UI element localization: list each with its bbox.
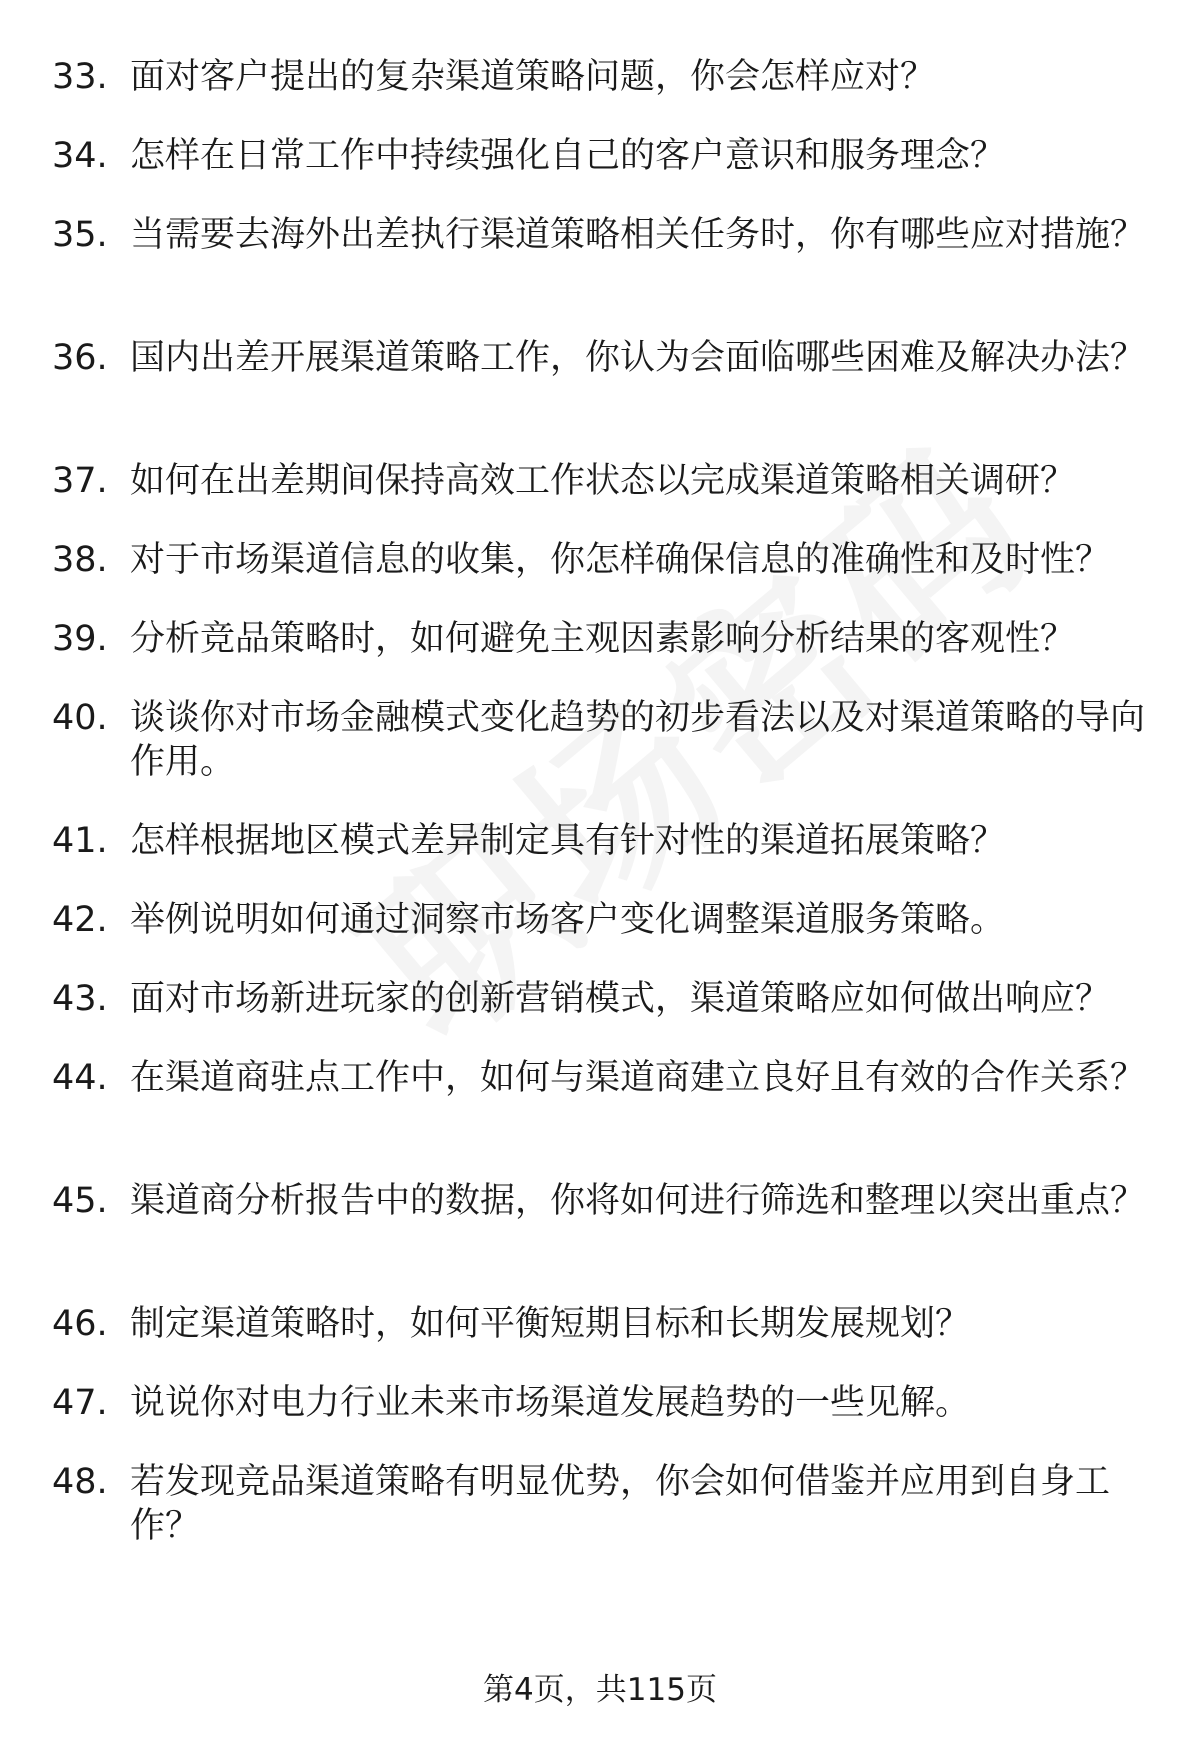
question-number: 36. (52, 338, 108, 378)
question-number: 48. (52, 1462, 108, 1502)
question-text: 渠道商分析报告中的数据，你将如何进行筛选和整理以突出重点？ (130, 1181, 1146, 1221)
question-text: 面对市场新进玩家的创新营销模式，渠道策略应如何做出响应？ (130, 979, 1111, 1019)
question-item (52, 696, 1162, 784)
question-text: 怎样在日常工作中持续强化自己的客户意识和服务理念？ (130, 136, 1006, 176)
question-number: 35. (52, 215, 108, 255)
question-number: 40. (52, 698, 108, 738)
question-number: 47. (52, 1383, 108, 1423)
question-text: 举例说明如何通过洞察市场客户变化调整渠道服务策略。 (130, 900, 1006, 940)
question-number: 34. (52, 136, 108, 176)
page-footer: 第4页，共115页 (483, 1672, 717, 1708)
question-text: 在渠道商驻点工作中，如何与渠道商建立良好且有效的合作关系？ (130, 1058, 1146, 1098)
question-item (52, 1460, 1162, 1548)
question-number: 45. (52, 1181, 108, 1221)
question-number: 46. (52, 1304, 108, 1344)
question-number: 44. (52, 1058, 108, 1098)
question-item (52, 1056, 1162, 1100)
question-text: 分析竞品策略时，如何避免主观因素影响分析结果的客观性？ (130, 619, 1076, 659)
question-number: 37. (52, 461, 108, 501)
question-number: 41. (52, 821, 108, 861)
question-number: 33. (52, 57, 108, 97)
question-text: 面对客户提出的复杂渠道策略问题，你会怎样应对？ (130, 57, 936, 97)
question-number: 38. (52, 540, 108, 580)
question-text: 说说你对电力行业未来市场渠道发展趋势的一些见解。 (130, 1383, 971, 1423)
question-text: 谈谈你对市场金融模式变化趋势的初步看法以及对渠道策略的导向作用。 (130, 698, 1146, 782)
question-text: 若发现竞品渠道策略有明显优势，你会如何借鉴并应用到自身工作？ (130, 1462, 1111, 1546)
question-text: 国内出差开展渠道策略工作，你认为会面临哪些困难及解决办法？ (130, 338, 1146, 378)
question-item (52, 977, 1162, 1021)
question-item (52, 213, 1162, 257)
question-item (52, 1179, 1162, 1223)
question-item (52, 819, 1162, 863)
question-text: 怎样根据地区模式差异制定具有针对性的渠道拓展策略？ (130, 821, 1006, 861)
question-item (52, 55, 1162, 99)
question-number: 43. (52, 979, 108, 1019)
question-item (52, 898, 1162, 942)
question-item (52, 1381, 1162, 1425)
question-text: 当需要去海外出差执行渠道策略相关任务时，你有哪些应对措施？ (130, 215, 1146, 255)
question-item (52, 538, 1162, 582)
question-item (52, 336, 1162, 380)
question-number: 39. (52, 619, 108, 659)
question-text: 对于市场渠道信息的收集，你怎样确保信息的准确性和及时性？ (130, 540, 1111, 580)
question-number: 42. (52, 900, 108, 940)
question-item (52, 617, 1162, 661)
question-text: 制定渠道策略时，如何平衡短期目标和长期发展规划？ (130, 1304, 971, 1344)
question-text: 如何在出差期间保持高效工作状态以完成渠道策略相关调研？ (130, 461, 1076, 501)
question-item (52, 1302, 1162, 1346)
question-item (52, 134, 1162, 178)
question-item (52, 459, 1162, 503)
